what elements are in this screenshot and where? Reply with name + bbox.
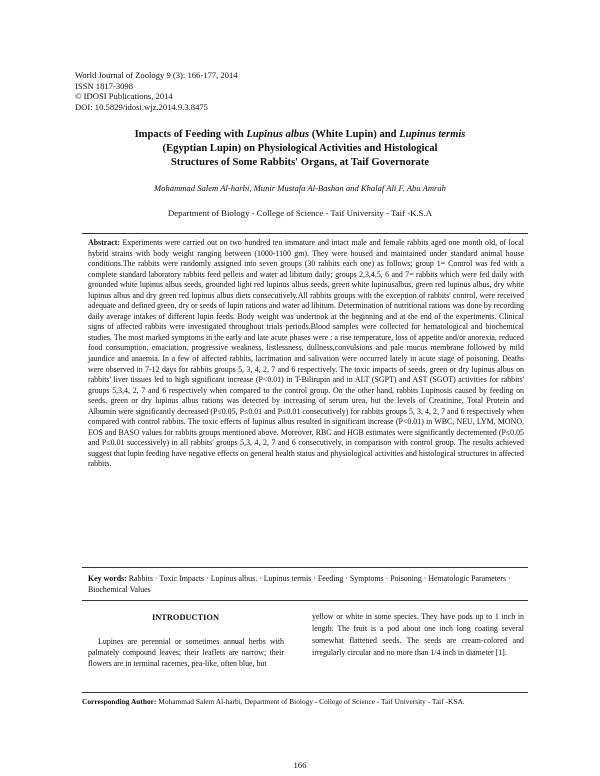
footnote-rule	[82, 692, 528, 693]
title-line-3: Structures of Some Rabbits' Organs, at Taif Governorate	[170, 157, 430, 168]
title-line-2: (Egyptian Lupin) on Physiological Activities and Histological	[162, 143, 438, 154]
title-line-1: Impacts of Feeding with Lupinus albus (White Lupin) and Lupinus termis	[134, 129, 466, 140]
abstract-top-rule	[82, 233, 528, 234]
keywords-rule	[82, 600, 528, 601]
issn: ISSN 1817-3098	[75, 80, 134, 91]
journal-citation: World Journal of Zoology 9 (3): 166-177, 2014	[75, 70, 238, 80]
copyright: © IDOSI Publications, 2014	[75, 91, 173, 102]
journal-header	[75, 70, 238, 112]
corresponding-label: Corresponding Author:	[82, 697, 157, 706]
introduction-heading: INTRODUCTION	[151, 613, 219, 622]
introduction-left-column: Lupines are perennial or sometimes annual herbs with palmately compound leaves; their leaflets are narrow; their flowers are in terminal racemes, pea-like, often blue, but	[88, 637, 284, 668]
keywords-label: Key words:	[88, 574, 127, 583]
introduction-right-column: yellow or white in some species. They have pods up to 1 inch in length. The fruit is a pod about one inch long coating several somewhat flattened seeds. The seeds are cream-colored and irregularly circular and no more than 1/4 inch in diameter [1].	[312, 612, 524, 657]
keywords-text: Rabbits · Toxic Impacts · Lupinus albus. · Lupinus termis · Feeding · Symptoms · Poisoning · Hematologic Parameters · Biochemical Values	[88, 574, 511, 594]
abstract-text: Experiments were carried out on two hundred ten immature and intact male and female rabbits aged one month old, of local hybrid strains with body weight ranging between (1000-1100 gm). They were housed and maintained under standard animal house conditions.The rabbits were randomly assigned into seven groups (30 rabbits each one) as follows; group 1= Control was fed with a complete standard laboratory rabbits feed pellets and water ad libitum daily; groups 2,3,4,5, 6 and 7= rabbits which were fed daily with grounded white lupinus albus seeds, grounded light red lupinus albus seeds, green white lupinusalbus, green red lupinus albus, dry white lupinus albus and dry green red lupinus albus diets consecutively.All rabbits groups with the exception of rabbits' control, were received adequate and defined green, dry or seeds of lupin rations and water ad libitum. Determination of nutritional rations was done by recording daily average intakes of different lupin feeds. Body weight was undertook at the beginning and at the end of the experiments. Clinical signs of affected rabbits were investigated throughout trials periods.Blood samples were collected for hematological and biochemical studies. The most marked symptoms in the early and late acute phases were : a rise temperature, loss of appetite and/or anorexia, reduced food consumption, emaciation, progressive weakness, listlessness, dullness,convulsions and pale mucus membrane followed by mild jaundice and anaemia. In a few of affected rabbits, lacrimation and salivation were occurred lately in acute stage of poisoning. Deaths were observed in 7-12 days for rabbits groups 5, 3, 4, 2, 7 and 6 respectively. The toxic impacts of seeds, green or dry lupinus albus on rabbits' liver tissues led to high significant increase (P<0.01) in T-Bilirupin and in ALT (SGPT) and AST (SGOT) activities for rabbits' groups 5,3,4, 2, 7 and 6 respectively when compared to the control group. On the other hand, rabbits Lupinosis caused by feeding on seeds, green or dry lupinus albus rations was detected by increasing of serum urea, but the levels of Creatinine, Total Protein and Albumin were significantly decreased (P≤0.05, P≤0.01 and P≤0.01 consecutively) for rabbits groups 5, 3, 4, 2, 7 and 6 respectively when compared with control rabbits. The toxic effects of lupinus albus resulted in significant increase (P<0.01) in WBC, NEU, LYM, MONO, EOS and BASO values for rabbits groups mentioned above. Moreover, RBC and HGB estimates were significantly decremented (P≤0.05 and P≤0.01 successively) in all rabbits' groups 5,3, 4, 2, 7 and 6 consecutively, in comparison with control group. The results achieved suggest that lupin feeding have negative effects on general health status and physiological activities and histological structures in affected rabbits.	[88, 238, 524, 469]
corresponding-text: Mohammad Salem Al-harbi, Department of Biology - College of Science - Taif University - Taif -KSA.	[158, 697, 465, 706]
abstract-bottom-rule	[82, 567, 528, 568]
authors: Mohammad Salem Al-harbi, Munir Mustafa Al-Bashan and Khalaf Ali F. Abu Amrah	[154, 183, 446, 193]
abstract	[88, 238, 524, 470]
abstract-label: Abstract:	[88, 238, 120, 247]
doi: DOI: 10.5829/idosi.wjz.2014.9.3.8475	[75, 101, 208, 112]
corresponding-author	[82, 697, 532, 706]
paper-title	[60, 128, 540, 170]
page-number: 166	[293, 760, 307, 770]
keywords	[88, 573, 524, 595]
affiliation: Department of Biology - College of Science - Taif University - Taif -K.S.A	[167, 208, 433, 218]
